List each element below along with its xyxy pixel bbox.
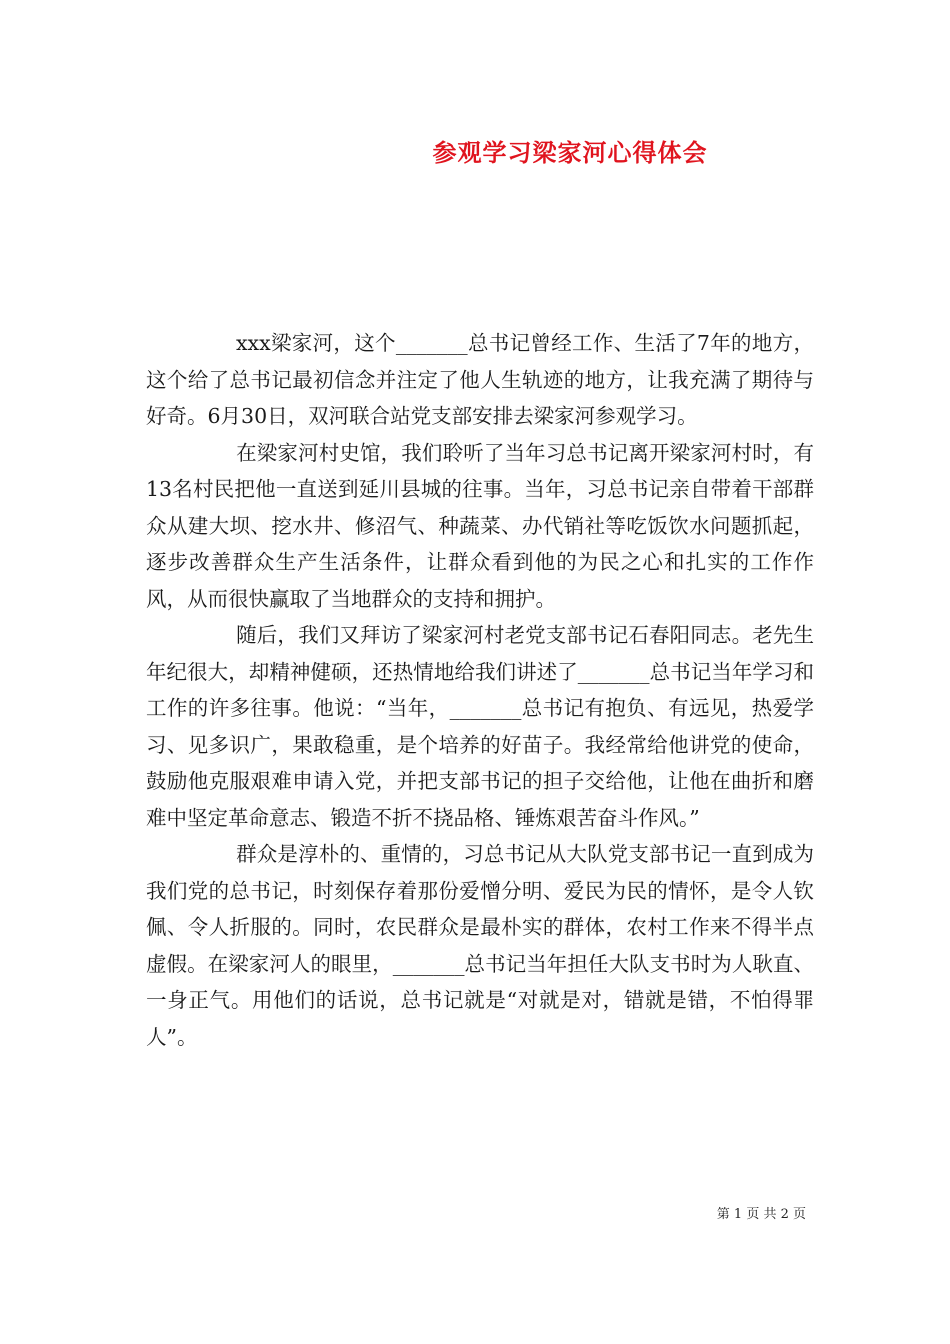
page-number: 第 1 页 共 2 页: [716, 1207, 806, 1222]
paragraph-text: xxx梁家河，这个_______总书记曾经工作、生活了7年的地方，这个给了总书记最初信念并注定了他人生轨迹的地方，让我充满了期待与好奇。6月30日，双河联合站党支部安排去梁家河参观学习。: [146, 331, 814, 428]
paragraph-text: 群众是淳朴的、重情的，习总书记从大队党支部书记一直到成为我们党的总书记，时刻保存着那份爱憎分明、爱民为民的情怀，是令人钦佩、令人折服的。同时，农民群众是最朴实的群体，农村工作来不得半点虚假。在梁家河人的眼里，_______总书记当年担任大队支书时为人耿直、一身正气。用他们的话说，总书记就是“对就是对，错就是错，不怕得罪人”。: [146, 842, 814, 1049]
document-body: [146, 325, 814, 1055]
paragraph-text: 在梁家河村史馆，我们聆听了当年习总书记离开梁家河村时，有13名村民把他一直送到延川县城的往事。当年，习总书记亲自带着干部群众从建大坝、挖水井、修沼气、种蔬菜、办代销社等吃饭饮水问题抓起，逐步改善群众生产生活条件，让群众看到他的为民之心和扎实的工作作风，从而很快赢取了当地群众的支持和拥护。: [146, 440, 814, 611]
document-title: 参观学习梁家河心得体会: [432, 138, 708, 167]
paragraph-text: 随后，我们又拜访了梁家河村老党支部书记石春阳同志。老先生年纪很大，却精神健硕，还热情地给我们讲述了_______总书记当年学习和工作的许多往事。他说：“当年，_______总书记有抱负、有远见，热爱学习、见多识广，果敢稳重，是个培养的好苗子。我经常给他讲党的使命，鼓励他克服艰难申请入党，并把支部书记的担子交给他，让他在曲折和磨难中坚定革命意志、锻造不折不挠品格、锤炼艰苦奋斗作风。”: [146, 623, 814, 830]
paragraph-1: [146, 325, 814, 435]
paragraph-4: [146, 836, 814, 1055]
paragraph-2: [146, 435, 814, 618]
paragraph-3: [146, 617, 814, 836]
